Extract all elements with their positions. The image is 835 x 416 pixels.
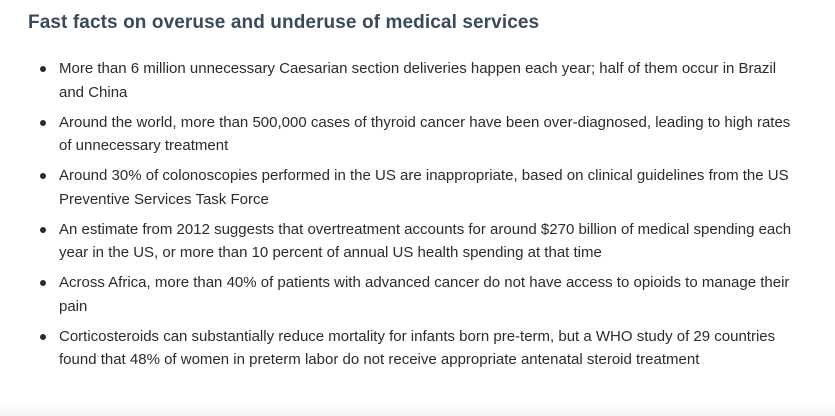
fact-text: Around 30% of colonoscopies performed in the US are inappropriate, based on clinical guidelines from the US Preventive Services Task Force	[59, 167, 789, 208]
fact-text: An estimate from 2012 suggests that overtreatment accounts for around $270 billion of medical spending each year in the US, or more than 10 percent of annual US health spending at that time	[59, 220, 792, 261]
fact-text: Across Africa, more than 40% of patients with advanced cancer do not have access to opioids to manage their pain	[59, 274, 790, 315]
bottom-shadow	[0, 402, 835, 416]
fact-item	[28, 111, 805, 158]
bullet-icon	[40, 280, 46, 286]
fact-item	[28, 325, 805, 372]
fact-item	[28, 164, 805, 211]
bullet-icon	[40, 334, 46, 340]
fact-item	[28, 218, 805, 265]
bullet-icon	[40, 66, 46, 72]
bullet-icon	[40, 227, 46, 233]
fact-text: Around the world, more than 500,000 cases of thyroid cancer have been over-diagnosed, leading to high rates of unnecessary treatment	[59, 113, 791, 154]
bullet-icon	[40, 120, 46, 126]
fact-text: Corticosteroids can substantially reduce mortality for infants born pre-term, but a WHO study of 29 countries found that 48% of women in preterm labor do not receive appropriate antenatal steroid treatment	[59, 327, 776, 368]
fact-item	[28, 271, 805, 318]
fact-text: More than 6 million unnecessary Caesarian section deliveries happen each year; half of them occur in Brazil and China	[59, 60, 777, 101]
bullet-icon	[40, 173, 46, 179]
fact-item	[28, 57, 805, 104]
fast-facts-title: Fast facts on overuse and underuse of medical services	[28, 12, 540, 33]
fast-facts-list	[28, 57, 805, 372]
